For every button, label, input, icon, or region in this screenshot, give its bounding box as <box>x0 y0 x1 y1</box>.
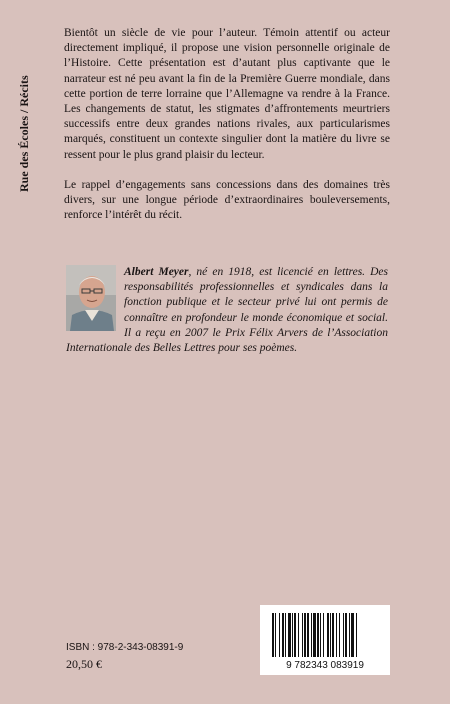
isbn-label: ISBN : 978-2-343-08391-9 <box>66 642 184 653</box>
blurb-paragraph-1: Bientôt un siècle de vie pour l’auteur. Témoin attentif ou acteur directement impliqué, il propose une vision personnelle originale de l’Histoire. Cette présentation est d’autant plus captivante que le narrateur est né peu avant la fin de la Première Guerre mondiale, dans cette portion de terre lorraine que l’Allemagne va rendre à la France. Les changements de statut, les stigmates d’affrontements meurtriers successifs entre deux grandes nations rivales, aux particularismes marqués, constituent un contexte singulier dont la matière du livre se ressent pour le plus grand plaisir du lecteur. <box>64 27 390 161</box>
author-bio-text: , né en 1918, est licencié en lettres. Des responsabilités professionnelles et syndicales dans la fonction publique et le secteur privé lui ont permis de connaître en profondeur le monde économique et social. Il a reçu en 2007 le Prix Félix Arvers de l’Association Internationale des Belles Lettres pour ses poèmes. <box>66 266 388 355</box>
barcode-digits: 9 782343 083919 <box>286 660 364 671</box>
author-name: Albert Meyer <box>124 266 189 278</box>
author-photo <box>66 265 116 331</box>
price-label: 20,50 € <box>66 657 102 671</box>
portrait-image <box>66 265 116 331</box>
author-section <box>66 265 388 356</box>
collection-label: Rue des Écoles / Récits <box>17 75 31 192</box>
blurb-paragraph-2: Le rappel d’engagements sans concessions dans des domaines très divers, sur une longue période d’extraordinaires bouleversements, renforce l’intérêt du récit. <box>64 178 390 222</box>
spine-label-area <box>17 42 39 192</box>
barcode-bars <box>260 605 390 675</box>
barcode <box>260 605 390 675</box>
back-cover-blurb <box>64 26 390 223</box>
